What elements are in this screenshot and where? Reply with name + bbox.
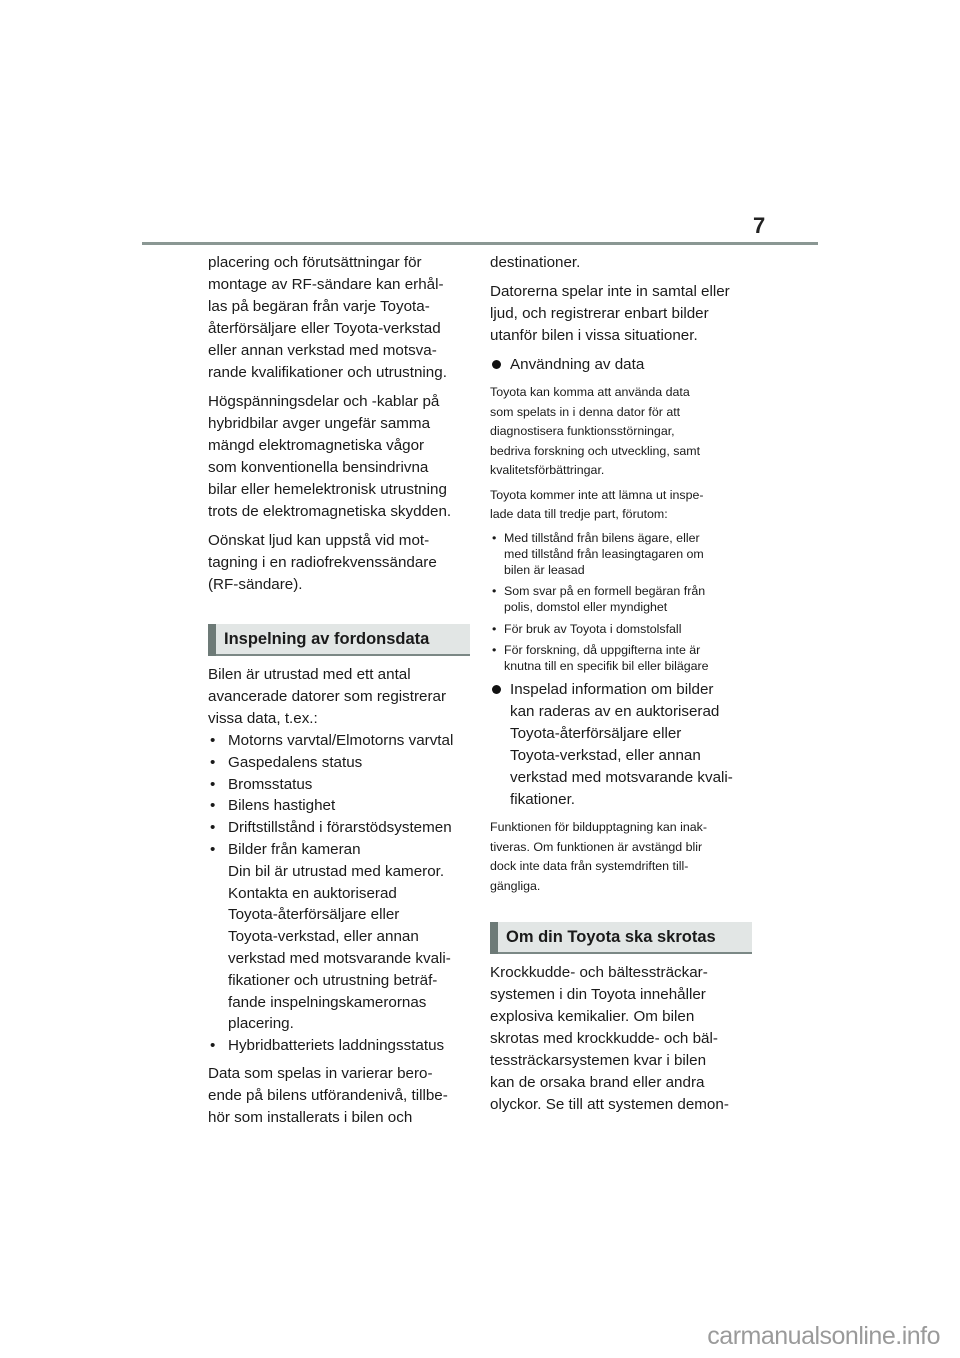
list-item: • Bromsstatus — [208, 774, 470, 796]
noise-paragraph: Oönskat ljud kan uppstå vid mot- tagning i en radiofrekvenssändare (RF-sändare). — [208, 532, 437, 593]
page-number: 7 — [753, 213, 766, 238]
data-varies-paragraph: Data som spelas in varierar bero- ende på bilens utförandenivå, tillbe- hör som installerats i bilen och — [208, 1064, 448, 1126]
list-item: • Bilder från kameran Din bil är utrustad med kameror. Kontakta en auktoriserad Toyota-återförsäljare eller Toyota-verkstad, eller annan verkstad med motsvarande kvali- fikationer och utrustning beträf- fande inspelningskamerornas placering. — [208, 839, 470, 1035]
list-item: • Motorns varvtal/Elmotorns varvtal — [208, 730, 470, 752]
section-heading-scrapping: Om din Toyota ska skrotas — [490, 922, 752, 954]
scrapping-paragraph: Krockkudde- och bältessträckar- systemen i din Toyota innehåller explosiva kemikalier. Om bilen skrotas med krockkudde- och bäl- tessträckarsystemen kvar i bilen kan de orsaka brand eller andra olyckor. Se till att systemen demon- — [490, 964, 729, 1114]
vehicle-data-intro: Bilen är utrustad med ett antal avancerade datorer som registrerar vissa data, t.ex.: — [208, 666, 447, 727]
list-item: • Som svar på en formell begäran från polis, domstol eller myndighet — [490, 583, 752, 615]
header-rule — [142, 242, 818, 245]
list-item: • För forskning, då uppgifterna inte är knutna till en specifik bil eller bilägare — [490, 642, 752, 674]
watermark-link[interactable]: carmanualsonline.info — [707, 1322, 940, 1350]
continuation-text: destinationer. — [490, 254, 581, 271]
high-voltage-paragraph: Högspänningsdelar och -kablar på hybridbilar avger ungefär samma mängd elektromagnetiska vågor som konventionella bensindrivna bilar eller hemelektronisk utrustning trots de elektromagnetiska skydden. — [208, 393, 452, 520]
list-item: • Bilens hastighet — [208, 795, 470, 817]
rf-transmitter-paragraph: placering och förutsättningar för montage av RF-sändare kan erhål- las på begäran från varje Toyota- återförsäljare eller Toyota-verkstad eller annan verkstad med motsva- rande kvalifikationer och utrustning. — [208, 254, 447, 381]
right-column — [490, 252, 752, 1116]
list-item: • Hybridbatteriets laddningsstatus — [208, 1035, 470, 1057]
bullet-dot-icon — [492, 360, 501, 369]
section-heading-vehicle-data: Inspelning av fordonsdata — [208, 624, 470, 656]
image-info-heading: Inspelad information om bilder kan raderas av en auktoriserad Toyota-återförsäljare eller Toyota-verkstad, eller annan verkstad med motsvarande kvali- fikationer. — [490, 679, 752, 811]
list-item: • För bruk av Toyota i domstolsfall — [490, 621, 752, 637]
left-column — [208, 252, 470, 1129]
cameras-paragraph: Datorerna spelar inte in samtal eller ljud, och registrerar enbart bilder utanför bilen i vissa situationer. — [490, 283, 730, 344]
list-item: • Med tillstånd från bilens ägare, eller med tillstånd från leasingtagaren om bilen är leasad — [490, 530, 752, 579]
list-item: • Driftstillstånd i förarstödsystemen — [208, 817, 470, 839]
bullet-dot-icon — [492, 685, 501, 694]
exceptions-list — [490, 530, 752, 675]
list-item: • Gaspedalens status — [208, 752, 470, 774]
usage-of-data-heading: Användning av data — [490, 354, 752, 376]
recorded-data-list — [208, 730, 470, 1057]
disclosure-paragraph: Toyota kommer inte att lämna ut inspe- lade data till tredje part, förutom: — [490, 487, 704, 521]
image-recording-note: Funktionen för bildupptagning kan inak- tiveras. Om funktionen är avstängd blir dock inte data från systemdriften till- gängliga. — [490, 820, 707, 893]
usage-paragraph: Toyota kan komma att använda data som spelats in i denna dator för att diagnostisera funktionsstörningar, bedriva forskning och utveckling, samt kvalitetsförbättringar. — [490, 385, 701, 477]
